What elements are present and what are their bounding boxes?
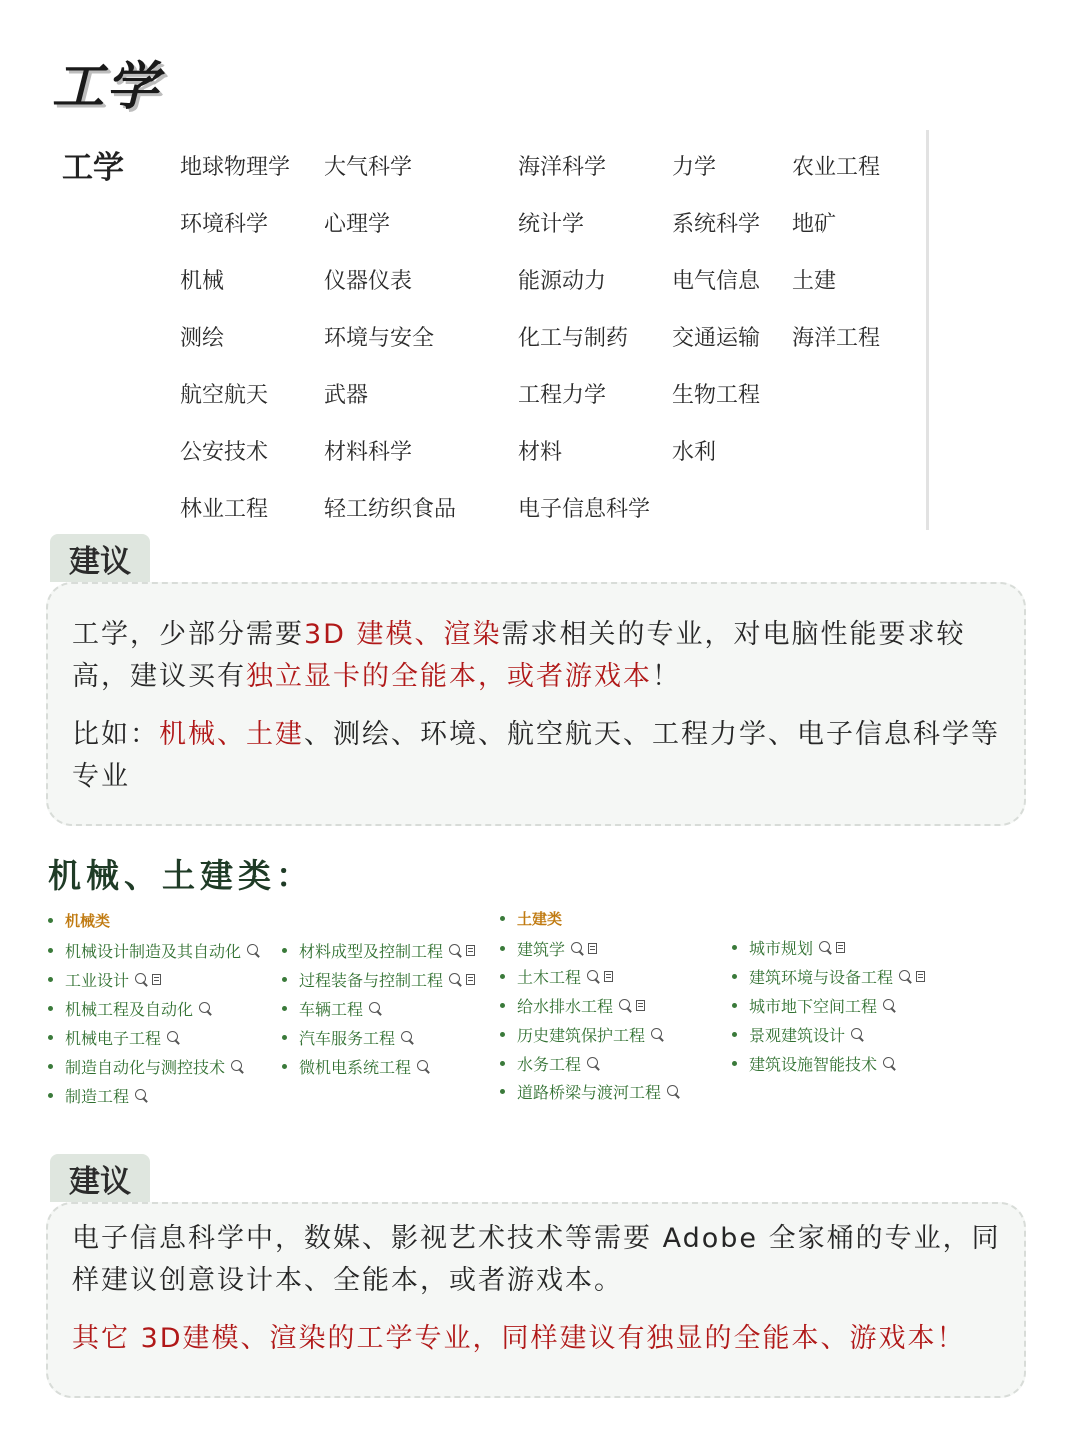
subject-cell: 统计学 — [518, 212, 585, 237]
bullet-icon — [48, 918, 53, 923]
bullet-icon — [732, 1032, 737, 1037]
bullet-icon — [500, 1032, 505, 1037]
subject-cell: 化工与制药 — [518, 326, 629, 351]
list-item[interactable] — [282, 939, 475, 962]
search-icon[interactable] — [199, 1002, 210, 1013]
list-item-label[interactable]: 机械类 — [65, 912, 111, 930]
list-item[interactable] — [732, 994, 894, 1017]
bullet-icon — [500, 1089, 505, 1094]
list-item[interactable] — [732, 965, 925, 988]
subject-cell: 武器 — [324, 383, 369, 408]
search-icon[interactable] — [449, 944, 460, 955]
search-icon[interactable] — [417, 1060, 428, 1071]
list-item[interactable] — [500, 965, 613, 988]
subject-cell: 工程力学 — [518, 383, 607, 408]
bullet-icon — [282, 1006, 287, 1011]
list-item-label[interactable]: 历史建筑保护工程 — [517, 1025, 646, 1045]
subject-cell: 农业工程 — [792, 155, 881, 180]
bullet-icon — [732, 1061, 737, 1066]
subject-cell: 材料 — [518, 440, 563, 465]
bullet-icon — [282, 948, 287, 953]
list-item[interactable] — [500, 937, 597, 960]
list-item-label[interactable]: 城市地下空间工程 — [749, 997, 878, 1016]
search-icon[interactable] — [883, 999, 894, 1010]
list-item-label[interactable]: 建筑环境与设备工程 — [749, 968, 894, 987]
search-icon[interactable] — [819, 941, 830, 952]
advice2-paragraph-1: 电子信息科学中，数媒、影视艺术技术等需要 Adobe 全家桶的专业，同样建议创意设计本、全能本，或者游戏本。 — [72, 1223, 1001, 1296]
list-item[interactable] — [500, 1080, 678, 1103]
bullet-icon — [732, 974, 737, 979]
advice-tag-2: 建议 — [50, 1154, 150, 1202]
subject-cell: 能源动力 — [518, 269, 607, 294]
text-run: 工学，少部分需要 — [72, 619, 304, 650]
search-icon[interactable] — [851, 1028, 862, 1039]
list-item[interactable] — [732, 936, 845, 959]
list-item[interactable] — [282, 997, 380, 1020]
document-icon[interactable] — [636, 1000, 645, 1011]
list-item[interactable] — [732, 1052, 894, 1075]
subject-cell: 水利 — [672, 440, 717, 465]
advice-tag: 建议 — [50, 534, 150, 582]
bullet-icon — [500, 1061, 505, 1066]
highlight-text: 机械、土建 — [159, 719, 304, 750]
search-icon[interactable] — [167, 1031, 178, 1042]
search-icon[interactable] — [449, 973, 460, 984]
list-item[interactable] — [282, 1026, 412, 1049]
text-run: 需求相关的专业，对电脑性能要求较高，建议买有 — [72, 619, 966, 692]
subject-cell: 生物工程 — [672, 383, 761, 408]
list-item[interactable] — [500, 1023, 662, 1046]
list-item-label[interactable]: 给水排水工程 — [517, 997, 614, 1017]
list-item[interactable] — [48, 968, 161, 991]
highlight-text: 独立显卡的全能本，或者游戏本 — [246, 661, 652, 692]
subject-cell: 机械 — [180, 269, 225, 294]
list-item-label[interactable]: 水务工程 — [517, 1054, 582, 1074]
subject-cell: 公安技术 — [180, 440, 269, 465]
list-item[interactable] — [500, 994, 645, 1017]
list-item[interactable] — [500, 1052, 598, 1075]
subject-cell: 力学 — [672, 155, 717, 180]
bullet-icon — [500, 974, 505, 979]
list-item[interactable] — [48, 997, 210, 1020]
list-item[interactable] — [48, 939, 258, 962]
search-icon[interactable] — [651, 1028, 662, 1039]
list-item-label[interactable]: 建筑设施智能技术 — [749, 1055, 878, 1074]
list-item[interactable] — [282, 968, 475, 991]
text-run: ！ — [652, 661, 681, 692]
advice2-paragraph-2: 其它 3D建模、渲染的工学专业，同样建议有独显的全能本、游戏本！ — [72, 1323, 966, 1354]
list-item-label[interactable]: 机械设计制造及其自动化 — [65, 942, 242, 961]
subject-cell: 土建 — [792, 269, 837, 294]
list-item-label[interactable]: 建筑学 — [517, 939, 566, 959]
bullet-icon — [732, 1003, 737, 1008]
text-run: 比如： — [72, 719, 159, 750]
list-item[interactable] — [732, 1023, 862, 1046]
bullet-icon — [282, 1064, 287, 1069]
advice-paragraph-1 — [72, 614, 1002, 698]
list-item-label[interactable]: 工业设计 — [65, 971, 130, 990]
table-divider — [926, 130, 929, 530]
bullet-icon — [48, 948, 53, 953]
search-icon[interactable] — [247, 944, 258, 955]
list-item[interactable] — [48, 1084, 146, 1107]
search-icon[interactable] — [369, 1002, 380, 1013]
list-item[interactable] — [282, 1055, 428, 1078]
list-item-label[interactable]: 过程装备与控制工程 — [299, 971, 444, 990]
bullet-icon — [282, 977, 287, 982]
list-item[interactable] — [48, 1026, 178, 1049]
bullet-icon — [500, 946, 505, 951]
search-icon[interactable] — [571, 942, 582, 953]
bullet-icon — [48, 1064, 53, 1069]
subject-table-header: 工学 — [62, 150, 124, 186]
list-item-label[interactable]: 汽车服务工程 — [299, 1029, 396, 1048]
search-icon[interactable] — [899, 970, 910, 981]
subject-cell: 交通运输 — [672, 326, 761, 351]
document-icon[interactable] — [152, 974, 161, 985]
bullet-icon — [48, 1035, 53, 1040]
subject-cell: 航空航天 — [180, 383, 269, 408]
search-icon[interactable] — [587, 970, 598, 981]
search-icon[interactable] — [667, 1085, 678, 1096]
list-item-label[interactable]: 机械工程及自动化 — [65, 1000, 194, 1019]
list-item-label[interactable]: 道路桥梁与渡河工程 — [517, 1083, 662, 1103]
search-icon[interactable] — [587, 1057, 598, 1068]
text-run: 、测绘、环境、航空航天、工程力学、电子信息科学等专业 — [72, 719, 1000, 792]
advice-paragraph-2 — [72, 714, 1002, 798]
document-icon[interactable] — [604, 971, 613, 982]
bullet-icon — [282, 1035, 287, 1040]
bullet-icon — [48, 977, 53, 982]
document-icon[interactable] — [588, 943, 597, 954]
subject-cell: 林业工程 — [180, 497, 269, 522]
list-item-label[interactable]: 土木工程 — [517, 968, 582, 988]
section-title: 机械、土建类： — [48, 856, 314, 895]
subject-cell: 地矿 — [792, 212, 837, 237]
subject-cell: 心理学 — [324, 212, 391, 237]
search-icon[interactable] — [135, 973, 146, 984]
bullet-icon — [48, 1006, 53, 1011]
document-icon[interactable] — [916, 971, 925, 982]
subject-cell: 海洋科学 — [518, 155, 607, 180]
subject-cell: 轻工纺织食品 — [324, 497, 457, 522]
subject-cell: 电气信息 — [672, 269, 761, 294]
search-icon[interactable] — [231, 1060, 242, 1071]
bullet-icon — [732, 945, 737, 950]
list-item-label[interactable]: 制造工程 — [65, 1087, 130, 1106]
search-icon[interactable] — [401, 1031, 412, 1042]
search-icon[interactable] — [619, 999, 630, 1010]
list-item-label[interactable]: 土建类 — [517, 910, 563, 928]
bullet-icon — [48, 1093, 53, 1098]
highlight-text: 3D 建模、渲染 — [304, 619, 502, 650]
list-category[interactable] — [48, 910, 110, 931]
page-title: 工学 — [52, 57, 161, 117]
subject-cell: 电子信息科学 — [518, 497, 651, 522]
document-icon[interactable] — [466, 945, 475, 956]
list-item-label[interactable]: 车辆工程 — [299, 1000, 364, 1019]
list-item-label[interactable]: 材料成型及控制工程 — [299, 942, 444, 961]
document-icon[interactable] — [836, 942, 845, 953]
list-item-label[interactable]: 机械电子工程 — [65, 1029, 162, 1048]
list-category[interactable] — [500, 908, 562, 929]
list-item-label[interactable]: 城市规划 — [749, 939, 814, 958]
search-icon[interactable] — [135, 1089, 146, 1100]
bullet-icon — [500, 1003, 505, 1008]
list-item-label[interactable]: 微机电系统工程 — [299, 1058, 412, 1077]
subject-cell: 材料科学 — [324, 440, 413, 465]
document-icon[interactable] — [466, 974, 475, 985]
list-item-label[interactable]: 制造自动化与测控技术 — [65, 1058, 226, 1077]
search-icon[interactable] — [883, 1057, 894, 1068]
subject-cell: 系统科学 — [672, 212, 761, 237]
subject-cell: 地球物理学 — [180, 155, 291, 180]
subject-cell: 环境科学 — [180, 212, 269, 237]
list-item[interactable] — [48, 1055, 242, 1078]
subject-cell: 环境与安全 — [324, 326, 435, 351]
list-item-label[interactable]: 景观建筑设计 — [749, 1026, 846, 1045]
subject-cell: 海洋工程 — [792, 326, 881, 351]
subject-cell: 大气科学 — [324, 155, 413, 180]
subject-cell: 测绘 — [180, 326, 225, 351]
bullet-icon — [500, 916, 505, 921]
subject-cell: 仪器仪表 — [324, 269, 413, 294]
